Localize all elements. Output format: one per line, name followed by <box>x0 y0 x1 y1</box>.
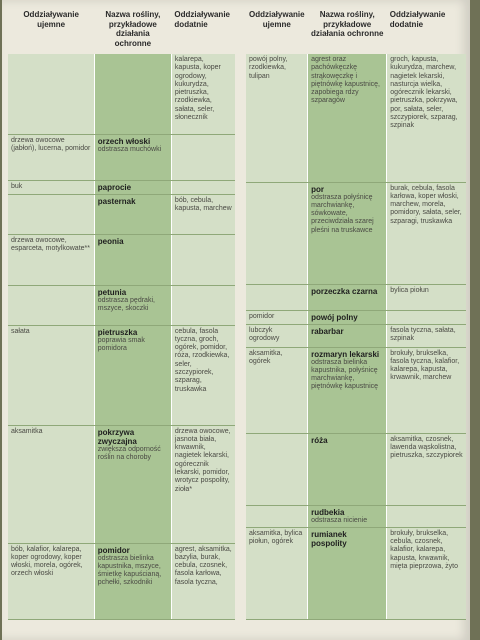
plant-name: pomidor <box>97 545 130 555</box>
cell-plant <box>308 527 387 619</box>
cell-negative <box>246 505 308 527</box>
cell-positive: drzewa owocowe, jasnota biała, krwawnik, nagietek lekarski, ogórecznik lekarski, pomidor, wrotycz pospolity, zioła* <box>171 425 235 543</box>
plant-description: odstrasza pędraki, mszyce, skoczki <box>97 296 155 312</box>
cell-plant <box>308 310 387 324</box>
header-plant: Nazwa rośliny, przykładowe działania ochronne <box>310 10 384 38</box>
plant-description: odstrasza bielinka kapustnika, mszyce, śmietkę kapuścianą, pchełki, szkodniki <box>97 554 162 587</box>
cell-plant <box>308 284 387 310</box>
plant-description: zwiększa odporność roślin na choroby <box>97 445 161 461</box>
plant-name: orzech włoski <box>97 136 151 146</box>
table-row <box>8 234 235 285</box>
cell-plant <box>308 347 387 433</box>
cell-positive: aksamitka, czosnek, lawenda wąskolistna, pietruszka, szczypiorek <box>387 433 466 505</box>
cell-positive <box>171 234 235 285</box>
cell-negative <box>246 284 308 310</box>
plant-name: powój polny <box>311 312 358 322</box>
header-positive: Oddziaływanie dodatnie <box>389 10 446 29</box>
book-page <box>2 0 470 640</box>
table-row <box>8 134 235 180</box>
header-negative: Oddziaływanie ujemne <box>23 10 79 29</box>
cell-plant <box>94 425 171 543</box>
cell-negative: pomidor <box>246 310 308 324</box>
cell-positive: brokuły, brukselka, cebula, czosnek, kalafior, kalarepa, kapusta, krwawnik, mięta pieprzowa, żyto <box>387 527 466 619</box>
cell-positive: groch, kapusta, kukurydza, marchew, nagietek lekarski, nasturcja wielka, ogórecznik lekarski, pietruszka, pokrzywa, por, sałata, seler, szczypiorek, szparag, szpinak <box>387 54 466 182</box>
cell-plant <box>94 543 171 619</box>
table-row <box>246 284 466 310</box>
cell-negative <box>8 194 94 234</box>
cell-positive <box>387 505 466 527</box>
header-positive: Oddziaływanie dodatnie <box>174 10 230 29</box>
cell-plant <box>94 325 171 425</box>
table-row <box>8 180 235 194</box>
cell-positive <box>387 310 466 324</box>
table-row <box>246 527 466 619</box>
cell-negative <box>246 433 308 505</box>
cell-positive: bylica piołun <box>387 284 466 310</box>
cell-negative <box>8 285 94 325</box>
cell-plant <box>308 182 387 284</box>
plant-description: odstrasza nicienie <box>311 516 368 524</box>
cell-plant <box>94 194 171 234</box>
table-row <box>246 324 466 347</box>
table-row <box>246 433 466 505</box>
plant-name: pokrzywa zwyczajna <box>97 427 137 446</box>
table-row <box>246 54 466 182</box>
cell-plant <box>94 285 171 325</box>
cell-positive: cebula, fasola tyczna, groch, ogórek, pomidor, róża, rzodkiewka, seler, szczypiorek, szparag, truskawka <box>171 325 235 425</box>
plant-name: porzeczka czarna <box>311 286 378 296</box>
plant-name: rumianek pospolity <box>311 529 347 548</box>
table-row <box>8 325 235 425</box>
cell-negative: aksamitka, bylica piołun, ogórek <box>246 527 308 619</box>
cell-negative <box>246 182 308 284</box>
cell-positive <box>171 285 235 325</box>
cell-negative: buk <box>8 180 94 194</box>
cell-positive: burak, cebula, fasola karłowa, koper włoski, marchew, morela, pomidory, sałata, seler, szparagi, truskawka <box>387 182 466 284</box>
cell-plant <box>94 234 171 285</box>
plant-name: por <box>311 184 324 194</box>
plant-name: róża <box>311 435 328 445</box>
cell-negative: powój polny, rzodkiewka, tulipan <box>246 54 308 182</box>
cell-positive <box>171 180 235 194</box>
table-header <box>8 8 235 54</box>
cell-negative: drzewa owocowe, esparceta, motylkowate** <box>8 234 94 285</box>
table-right <box>246 8 466 640</box>
plant-description: agrest oraz pachówkęczkę strąkowęczkę i piętnówkę kapustnicę, zapobiega rdzy szparagów <box>311 56 380 105</box>
table-body-right <box>246 54 466 619</box>
table-row <box>8 54 235 134</box>
cell-negative: aksamitka, ogórek <box>246 347 308 433</box>
cell-positive: bób, cebula, kapusta, marchew <box>171 194 235 234</box>
plant-description: poprawia smak pomidora <box>97 336 145 352</box>
cell-positive: kalarepa, kapusta, koper ogrodowy, kukurydza, pietruszka, rzodkiewka, sałata, seler, słonecznik <box>171 54 235 134</box>
cell-plant <box>94 134 171 180</box>
cell-positive: fasola tyczna, sałata, szpinak <box>387 324 466 347</box>
cell-plant <box>308 433 387 505</box>
cell-negative: sałata <box>8 325 94 425</box>
table-row <box>246 505 466 527</box>
cell-negative: lubczyk ogrodowy <box>246 324 308 347</box>
header-plant: Nazwa rośliny, przykładowe działania ochronne <box>105 10 161 48</box>
plant-description: odstrasza połyśnicę marchwiankę, sówkowate, przeciwdziała szarej pleśni na truskawce <box>311 193 374 234</box>
table-row <box>8 285 235 325</box>
plant-name: petunia <box>97 287 127 297</box>
table-row <box>246 347 466 433</box>
table-left <box>8 8 235 640</box>
table-row <box>8 543 235 619</box>
cell-positive <box>171 134 235 180</box>
plant-name: peonia <box>97 236 124 246</box>
plant-name: pasternak <box>97 196 136 206</box>
plant-name: rozmaryn lekarski <box>311 349 380 359</box>
cell-plant <box>308 54 387 182</box>
cell-plant <box>308 505 387 527</box>
cell-positive: brokuły, brukselka, fasola tyczna, kalafior, kalarepa, kapusta, krwawnik, marchew <box>387 347 466 433</box>
table-row <box>246 182 466 284</box>
plant-name: rabarbar <box>311 326 344 336</box>
cell-negative <box>8 54 94 134</box>
cell-negative: aksamitka <box>8 425 94 543</box>
plant-description: odstrasza bielinka kapustnika, połyśnicę marchwiankę, piętnówkę kapustnicę <box>311 358 379 391</box>
cell-negative: bób, kalafior, kalarepa, koper ogrodowy, koper włoski, morela, ogórek, orzech włoski <box>8 543 94 619</box>
cell-plant <box>94 180 171 194</box>
table-row <box>8 425 235 543</box>
table-row <box>246 310 466 324</box>
plant-name: paprocie <box>97 182 132 192</box>
table-header <box>246 8 466 54</box>
table-body-left <box>8 54 235 619</box>
plant-name: pietruszka <box>97 327 138 337</box>
cell-plant <box>308 324 387 347</box>
cell-plant <box>94 54 171 134</box>
plant-name: rudbekia <box>311 507 345 517</box>
table-row <box>8 194 235 234</box>
plant-description: odstrasza muchówki <box>97 145 162 153</box>
cell-positive: agrest, aksamitka, bazylia, burak, cebula, czosnek, fasola karłowa, fasola tyczna, <box>171 543 235 619</box>
cell-negative: drzewa owocowe (jabłoń), lucerna, pomidor <box>8 134 94 180</box>
header-negative: Oddziaływanie ujemne <box>249 10 305 29</box>
